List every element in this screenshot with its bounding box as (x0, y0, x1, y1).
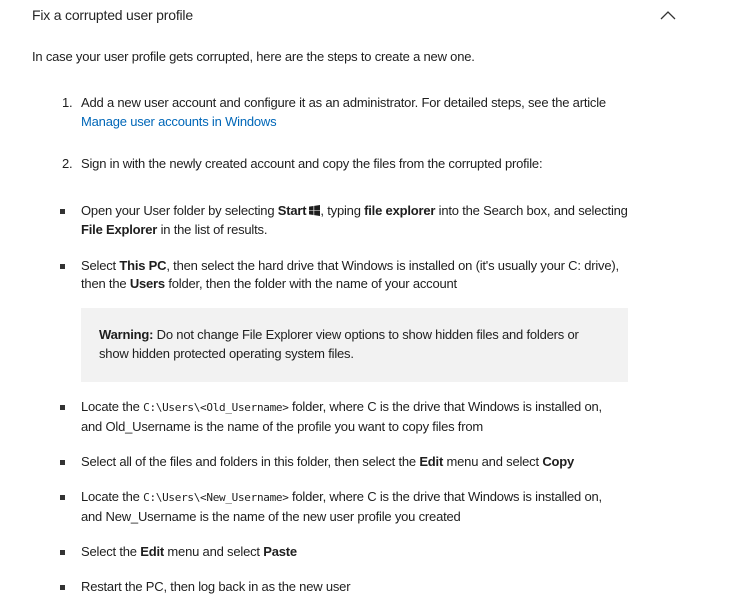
accordion-header[interactable] (0, 0, 746, 32)
bullet-5-line-1 (81, 489, 602, 504)
text: in the list of results. (157, 222, 268, 237)
bullet-7 (81, 579, 350, 594)
bullet-2-line-1 (81, 258, 619, 273)
bullet-1-line-2 (81, 222, 267, 237)
bullet-5-line-2 (81, 509, 461, 524)
text: , then select the hard drive that Windows is installed on (it's usually your C: drive), (166, 258, 619, 273)
text: menu and select (164, 544, 264, 559)
old-username-path: C:\Users\<Old_Username> (143, 401, 289, 414)
text: show hidden protected operating system files. (99, 346, 354, 361)
text: Select (81, 258, 120, 273)
text: folder, where C is the drive that Windows is installed on, (288, 399, 602, 414)
step-text: Add a new user account and configure it as an administrator. For detailed steps, see the article (81, 95, 606, 110)
step-2 (62, 156, 542, 171)
text: folder, where C is the drive that Windows is installed on, (288, 489, 602, 504)
text: Open your User folder by selecting (81, 203, 278, 218)
text: and Old_Username is the name of the profile you want to copy files from (81, 419, 484, 434)
chevron-up-icon[interactable] (659, 9, 677, 21)
windows-logo-icon (309, 205, 320, 216)
warning-line-1 (99, 327, 579, 342)
warning-line-2 (99, 346, 354, 361)
copy-label: Copy (542, 454, 575, 469)
bullet-marker (60, 460, 65, 465)
text: Select all of the files and folders in this folder, then select the (81, 454, 420, 469)
warning-label: Warning: (99, 327, 154, 342)
text: into the Search box, and selecting (435, 203, 628, 218)
bullet-marker (60, 264, 65, 269)
text: menu and select (443, 454, 543, 469)
edit-label: Edit (140, 544, 164, 559)
file-explorer-label: File Explorer (81, 222, 158, 237)
bullet-marker (60, 495, 65, 500)
this-pc-label: This PC (119, 258, 167, 273)
bullet-2-line-2 (81, 276, 457, 291)
bullet-marker (60, 405, 65, 410)
bullet-6 (81, 544, 297, 559)
bullet-1-line-1 (81, 203, 628, 218)
text: then the (81, 276, 130, 291)
text: folder, then the folder with the name of your account (164, 276, 457, 291)
text: Locate the (81, 399, 144, 414)
manage-user-accounts-link[interactable]: Manage user accounts in Windows (81, 114, 277, 129)
step-number: 1. (62, 95, 73, 110)
accordion-title[interactable]: Fix a corrupted user profile (32, 7, 193, 23)
edit-label: Edit (419, 454, 444, 469)
bullet-4 (81, 454, 574, 469)
warning-callout (81, 308, 628, 382)
intro-text: In case your user profile gets corrupted, here are the steps to create a new one. (32, 49, 475, 64)
step-1-link-line (81, 114, 276, 129)
text: , typing (320, 203, 365, 218)
users-label: Users (129, 276, 165, 291)
step-text: Sign in with the newly created account and copy the files from the corrupted profile: (81, 156, 543, 171)
bullet-marker (60, 585, 65, 590)
bullet-marker (60, 209, 65, 214)
text: Select the (81, 544, 141, 559)
new-username-path: C:\Users\<New_Username> (143, 491, 289, 504)
text: and New_Username is the name of the new user profile you created (81, 509, 461, 524)
text: Do not change File Explorer view options to show hidden files and folders or (153, 327, 579, 342)
text: Restart the PC, then log back in as the new user (81, 579, 351, 594)
bullet-marker (60, 550, 65, 555)
file-explorer-term: file explorer (364, 203, 436, 218)
text: Locate the (81, 489, 144, 504)
step-number: 2. (62, 156, 73, 171)
start-label: Start (277, 203, 307, 218)
paste-label: Paste (263, 544, 297, 559)
step-1 (62, 95, 606, 110)
bullet-3-line-2 (81, 419, 483, 434)
bullet-3-line-1 (81, 399, 602, 414)
